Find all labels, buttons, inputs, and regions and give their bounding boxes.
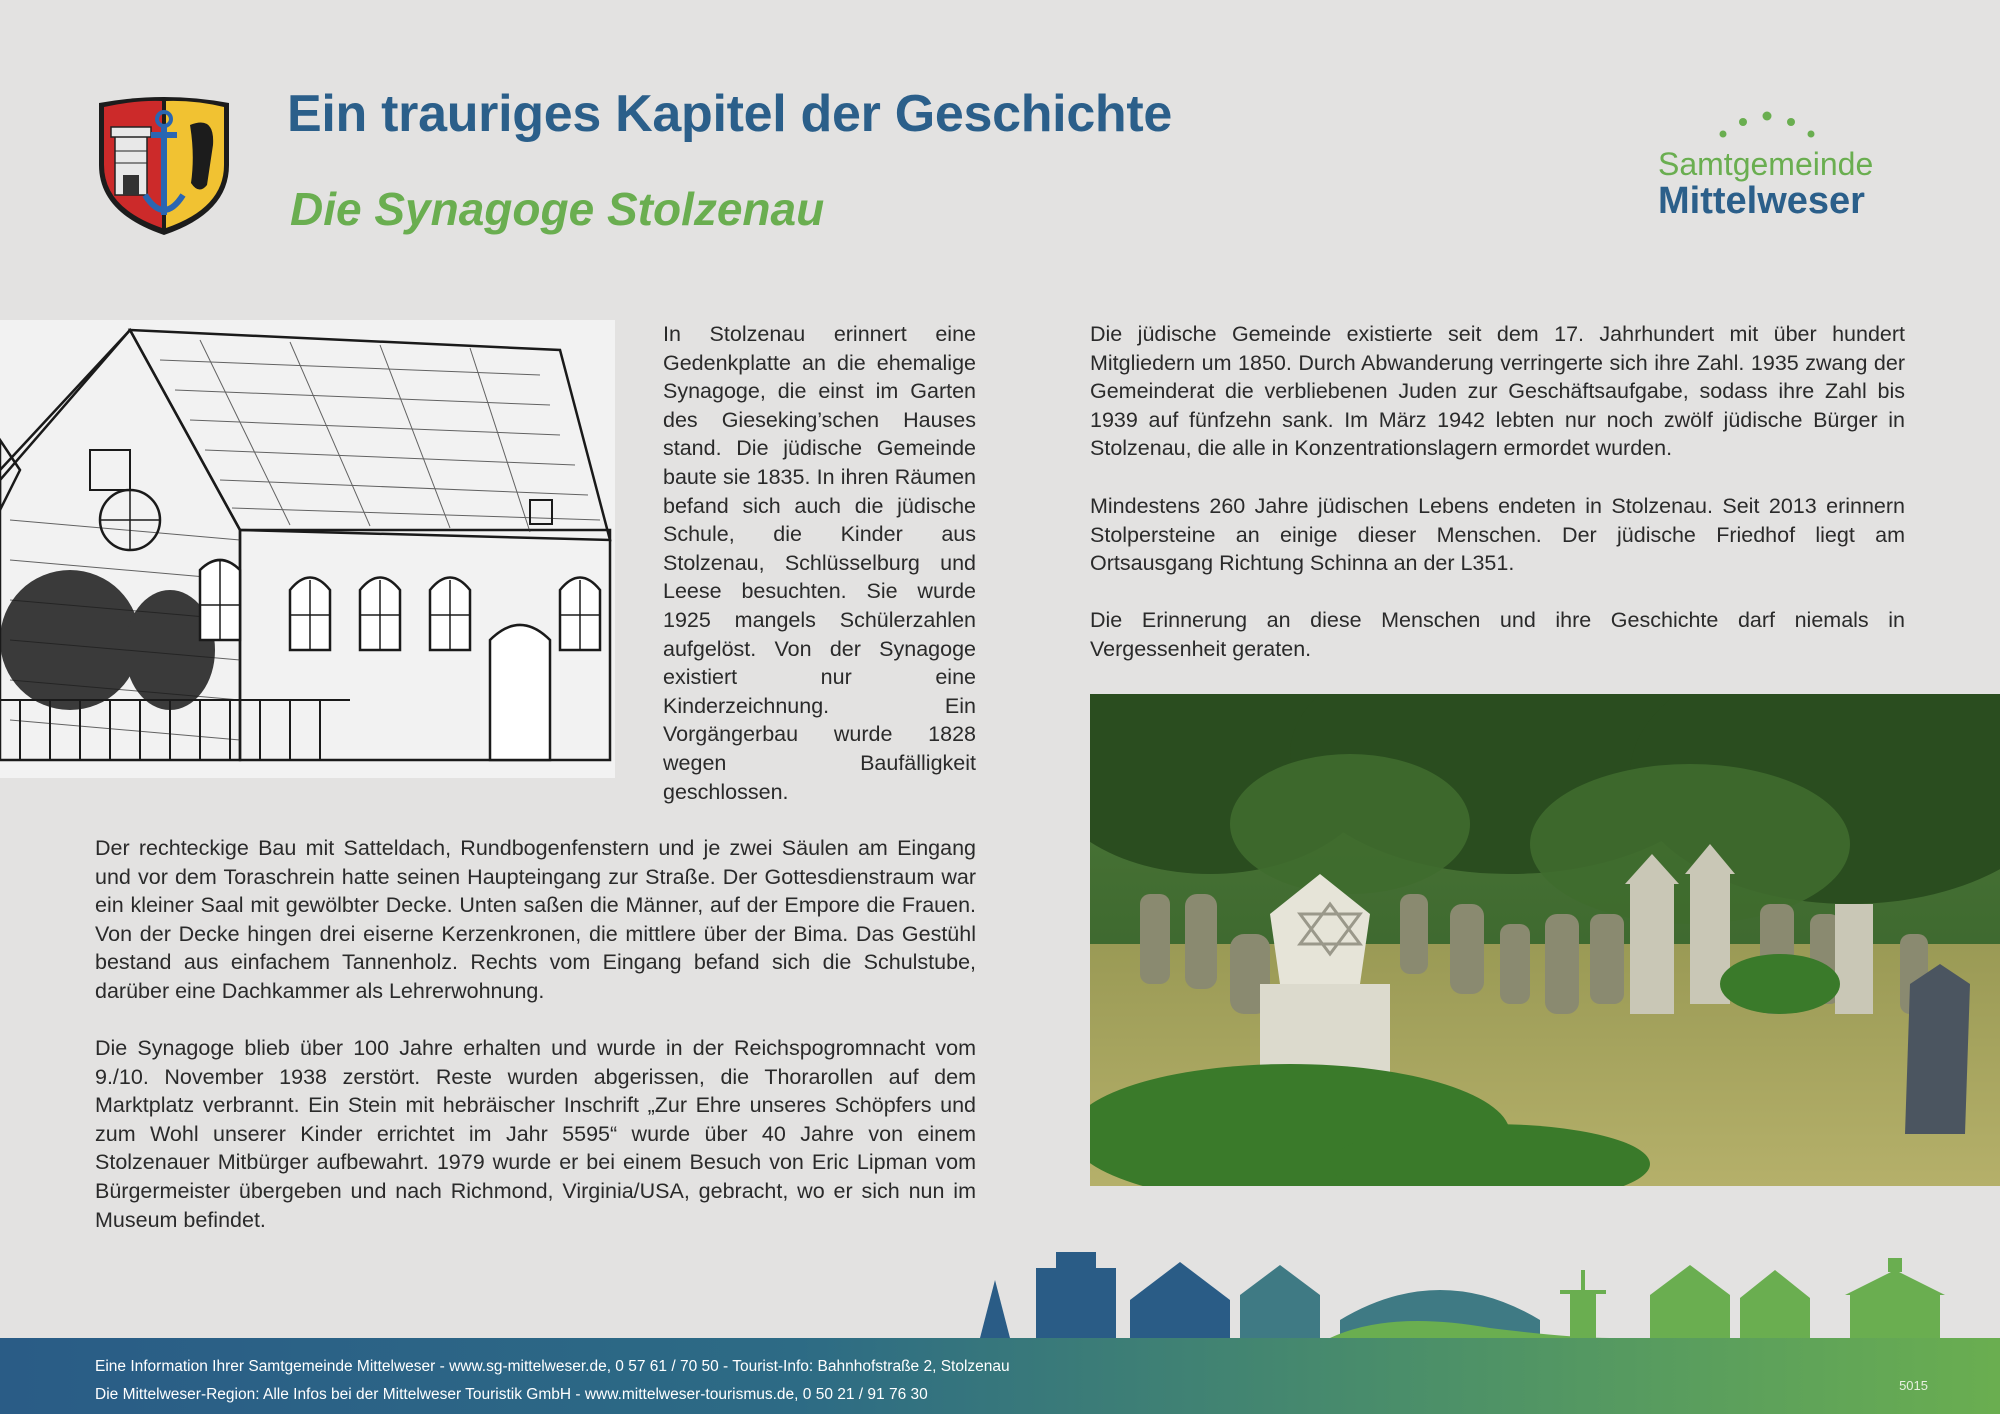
jewish-cemetery-photo xyxy=(1090,694,2000,1186)
footer-info-line: Eine Information Ihrer Samtgemeinde Mittelweser - www.sg-mittelweser.de, 0 57 61 / 70 50 - Tourist-Info: Bahnhofstraße 2, Stolzenau xyxy=(95,1358,1010,1375)
destruction-paragraph: Die Synagoge blieb über 100 Jahre erhalten und wurde in der Reichspogromnacht vom 9./10. November 1938 zerstört. Reste wurden abgerissen, die Thorarollen auf dem Marktplatz verbrannt. Ein Stein mit hebräischer Inschrift „Zur Ehre unseres Schöpfers und zum Wohl unserer Kinder errichtet im Jahr 5595“ wurde über 40 Jahre von einem Stolzenauer Mitbürger aufbewahrt. 1979 wurde er bei einem Besuch von Eric Lipman vom Bürgermeister übergeben und nach Richmond, Virginia/USA, gebracht, wo er sich nun im Museum befindet. xyxy=(95,1036,976,1232)
panel-code: 5015 xyxy=(1899,1378,1928,1393)
footer-bar xyxy=(0,1338,2000,1414)
samtgemeinde-logo xyxy=(1655,108,1895,228)
community-history-paragraph: Die jüdische Gemeinde existierte seit dem 17. Jahrhundert mit über hundert Mitgliedern um 1850. Durch Abwanderung verringerte sich ihre Zahl. 1935 zwang der Gemeinderat die verbliebenen Juden zur Geschäftsaufgabe, sodass ihre Zahl bis 1939 auf fünfzehn sank. Im März 1942 lebten nur noch zwölf jüdische Bürger in Stolzenau, die alle in Konzentrationslagern ermordet wurden. xyxy=(1090,322,1905,461)
synagogue-sketch-image xyxy=(0,320,615,778)
footer-region-line: Die Mittelweser-Region: Alle Infos bei der Mittelweser Touristik GmbH - www.mittelweser-tourismus.de, 0 50 21 / 91 76 30 xyxy=(95,1386,928,1403)
town-skyline-illustration xyxy=(970,1240,2000,1340)
coat-of-arms xyxy=(95,95,233,237)
stolpersteine-paragraph: Mindestens 260 Jahre jüdischen Lebens endeten in Stolzenau. Seit 2013 erinnern Stolpersteine an einige dieser Menschen. Der jüdische Friedhof liegt am Ortsausgang Richtung Schinna an der L351. xyxy=(1090,494,1905,576)
page-title: Ein trauriges Kapitel der Geschichte xyxy=(287,85,1173,143)
remembrance-paragraph: Die Erinnerung an diese Menschen und ihre Geschichte darf niemals in Vergessenheit geraten. xyxy=(1090,608,1905,661)
logo-line-mittelweser: Mittelweser xyxy=(1658,180,1865,222)
intro-paragraph: In Stolzenau erinnert eine Gedenkplatte an die ehemalige Synagoge, die einst im Garten des Gieseking’schen Hauses stand. Die jüdische Gemeinde baute sie 1835. In ihren Räumen befand sich auch die jüdische Schule, die Kinder aus Stolzenau, Schlüsselburg und Leese besuchten. Sie wurde 1925 mangels Schülerzahlen aufgelöst. Von der Synagoge existiert nur eine Kinderzeichnung. Ein Vorgängerbau wurde 1828 wegen Baufälligkeit geschlossen. xyxy=(663,322,976,804)
building-description-paragraph: Der rechteckige Bau mit Satteldach, Rundbogenfenstern und je zwei Säulen am Eingang und vor dem Toraschrein hatte seinen Haupteingang zur Straße. Der Gottesdienstraum war ein kleiner Saal mit gewölbter Decke. Unten saßen die Männer, auf der Empore die Frauen. Von der Decke hingen drei eiserne Kerzenkronen, die mittlere über der Bima. Das Gestühl bestand aus einfachem Tannenholz. Rechts vom Eingang befand sich die Schulstube, darüber eine Dachkammer als Lehrerwohnung. xyxy=(95,836,976,1003)
logo-line-samtgemeinde: Samtgemeinde xyxy=(1658,146,1874,182)
page-subtitle: Die Synagoge Stolzenau xyxy=(290,183,825,235)
logo-dots-icon xyxy=(1715,108,1825,142)
